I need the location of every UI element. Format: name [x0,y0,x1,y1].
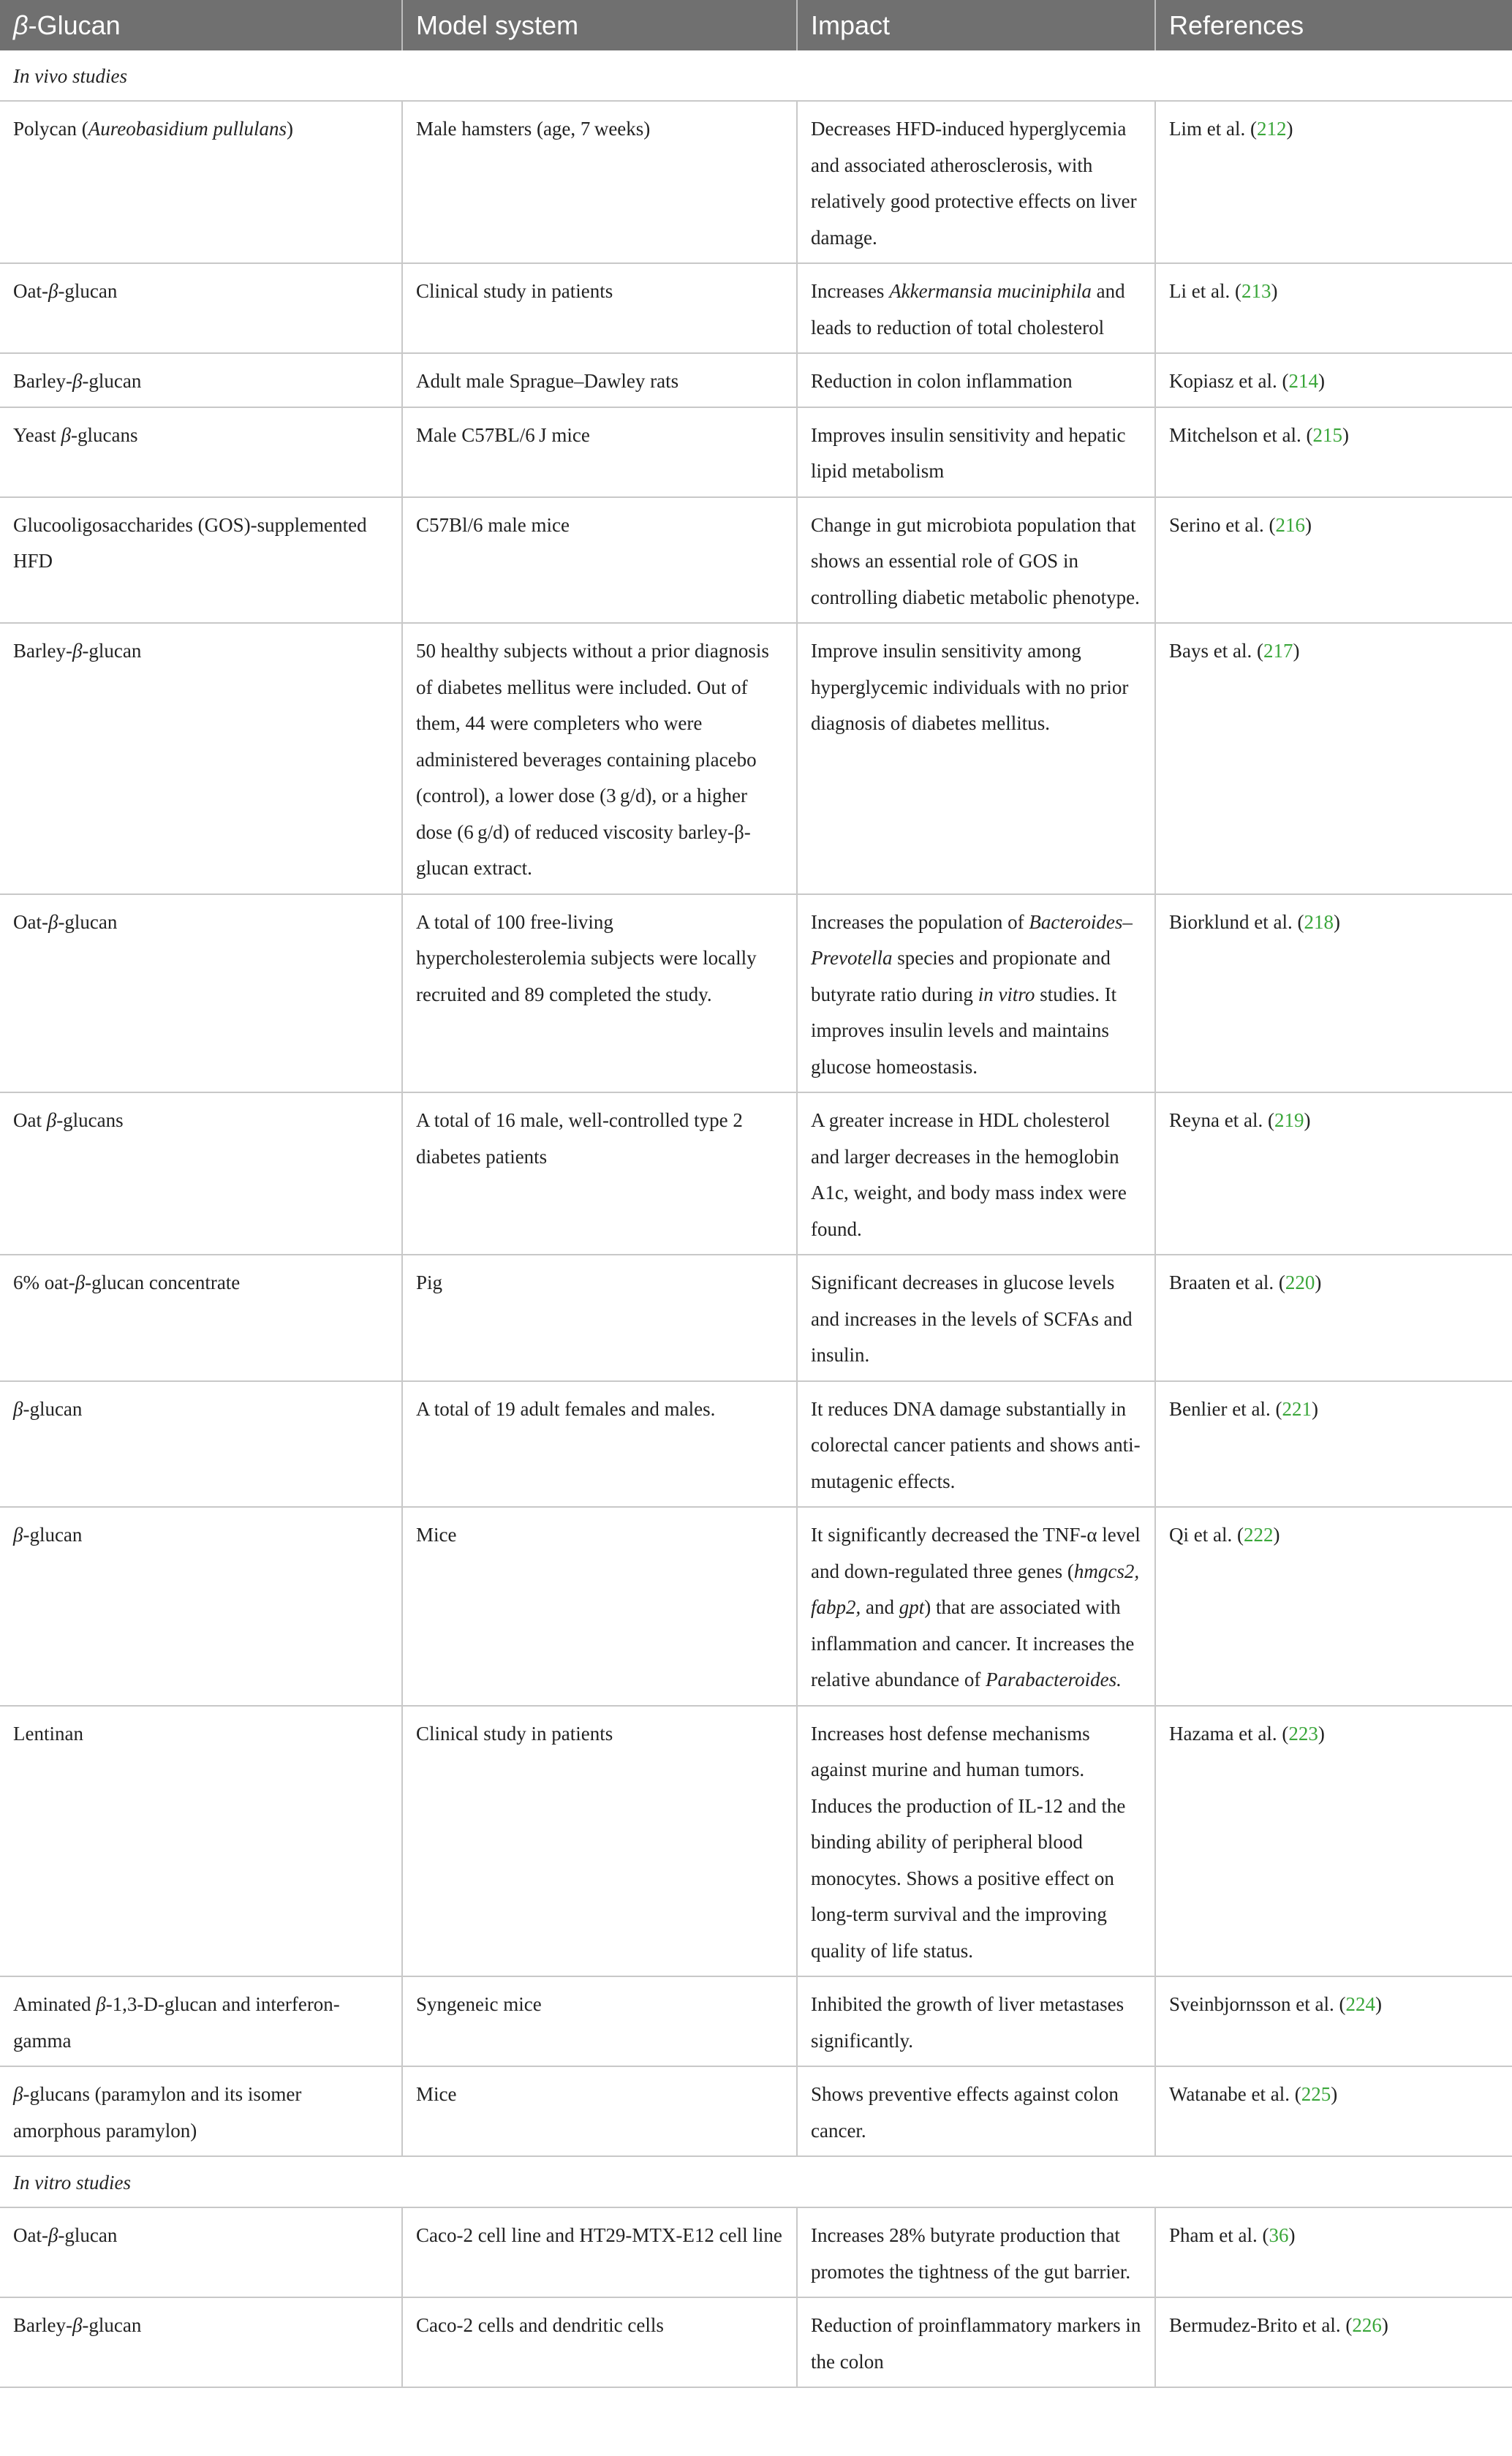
table-row [0,1381,1512,1508]
table-row [0,101,1512,263]
reference-link[interactable]: 214 [1288,370,1318,392]
glucan-cell: 6% oat-β-glucan concentrate [0,1255,402,1381]
model-cell: Clinical study in patients [402,263,797,353]
reference-link[interactable]: 220 [1285,1272,1315,1293]
glucan-cell: β-glucan [0,1507,402,1706]
table-row [0,2297,1512,2387]
reference-cell: Benlier et al. (221) [1155,1381,1512,1508]
reference-cell: Li et al. (213) [1155,263,1512,353]
reference-link[interactable]: 215 [1312,423,1342,446]
impact-cell: Inhibited the growth of liver metastases significantly. [797,1976,1155,2066]
table-row [0,263,1512,353]
model-cell: Caco-2 cell line and HT29-MTX-E12 cell line [402,2207,797,2297]
section-in-vitro: In vitro studies [0,2156,1512,2207]
header-model-system: Model system [402,0,797,50]
glucan-cell: Oat-β-glucan [0,894,402,1093]
header-row [0,0,1512,50]
glucan-cell: Oat β-glucans [0,1092,402,1255]
impact-cell: Decreases HFD-induced hyperglycemia and associated atherosclerosis, with relatively good protective effects on liver damage. [797,101,1155,263]
impact-cell: Increases the population of Bacteroides–Prevotella species and propionate and butyrate ratio during in vitro studies. It improves insulin levels and maintains glucose homeostasis. [797,894,1155,1093]
model-cell: Pig [402,1255,797,1381]
impact-cell: It reduces DNA damage substantially in colorectal cancer patients and shows anti-mutagenic effects. [797,1381,1155,1508]
table-row [0,2207,1512,2297]
glucan-cell: Polycan (Aureobasidium pullulans) [0,101,402,263]
reference-link[interactable]: 212 [1256,118,1287,140]
glucan-cell: Oat-β-glucan [0,2207,402,2297]
table-row [0,353,1512,407]
reference-link[interactable]: 221 [1282,1397,1312,1420]
glucan-cell: Lentinan [0,1706,402,1977]
reference-cell: Hazama et al. (223) [1155,1706,1512,1977]
model-cell: Mice [402,1507,797,1706]
glucan-cell: Oat-β-glucan [0,263,402,353]
header-impact: Impact [797,0,1155,50]
model-cell: Caco-2 cells and dendritic cells [402,2297,797,2387]
reference-cell: Braaten et al. (220) [1155,1255,1512,1381]
reference-cell: Biorklund et al. (218) [1155,894,1512,1093]
reference-cell: Watanabe et al. (225) [1155,2066,1512,2156]
impact-cell: Increases Akkermansia muciniphila and leads to reduction of total cholesterol [797,263,1155,353]
impact-cell: Change in gut microbiota population that shows an essential role of GOS in controlling diabetic metabolic phenotype. [797,497,1155,624]
table-row [0,2066,1512,2156]
glucan-cell: Barley-β-glucan [0,2297,402,2387]
model-cell: 50 healthy subjects without a prior diagnosis of diabetes mellitus were included. Out of them, 44 were completers who were administered beverages containing placebo (control), a lower dose (3 g/d), or a higher dose (6 g/d) of reduced viscosity barley-β-glucan extract. [402,623,797,894]
reference-link[interactable]: 213 [1241,280,1271,302]
glucan-cell: Glucooligosaccharides (GOS)-supplemented HFD [0,497,402,624]
glucan-cell: Barley-β-glucan [0,623,402,894]
glucan-cell: Aminated β-1,3-D-glucan and interferon-gamma [0,1976,402,2066]
glucan-cell: Barley-β-glucan [0,353,402,407]
table-row [0,497,1512,624]
reference-cell: Bermudez-Brito et al. (226) [1155,2297,1512,2387]
table-row [0,623,1512,894]
reference-cell: Lim et al. (212) [1155,101,1512,263]
model-cell: Syngeneic mice [402,1976,797,2066]
model-cell: Mice [402,2066,797,2156]
reference-link[interactable]: 224 [1345,1993,1375,2015]
impact-cell: Increases 28% butyrate production that promotes the tightness of the gut barrier. [797,2207,1155,2297]
reference-cell: Mitchelson et al. (215) [1155,407,1512,497]
impact-cell: Reduction of proinflammatory markers in the colon [797,2297,1155,2387]
model-cell: Male hamsters (age, 7 weeks) [402,101,797,263]
model-cell: A total of 19 adult females and males. [402,1381,797,1508]
impact-cell: Significant decreases in glucose levels and increases in the levels of SCFAs and insulin. [797,1255,1155,1381]
glucan-cell: β-glucans (paramylon and its isomer amorphous paramylon) [0,2066,402,2156]
impact-cell: Shows preventive effects against colon cancer. [797,2066,1155,2156]
reference-link[interactable]: 222 [1243,1524,1274,1546]
reference-link[interactable]: 36 [1269,2224,1289,2246]
table-row [0,894,1512,1093]
impact-cell: Increases host defense mechanisms against murine and human tumors. Induces the production of IL-12 and the binding ability of peripheral blood monocytes. Shows a positive effect on long-term survival and the improving quality of life status. [797,1706,1155,1977]
reference-cell: Bays et al. (217) [1155,623,1512,894]
reference-cell: Reyna et al. (219) [1155,1092,1512,1255]
reference-cell: Serino et al. (216) [1155,497,1512,624]
reference-link[interactable]: 219 [1274,1109,1304,1131]
model-cell: Adult male Sprague–Dawley rats [402,353,797,407]
table-row [0,407,1512,497]
model-cell: A total of 16 male, well-controlled type 2 diabetes patients [402,1092,797,1255]
glucan-cell: β-glucan [0,1381,402,1508]
header-references: References [1155,0,1512,50]
impact-cell: Reduction in colon inflammation [797,353,1155,407]
model-cell: C57Bl/6 male mice [402,497,797,624]
table-row [0,1092,1512,1255]
impact-cell: It significantly decreased the TNF-α level and down-regulated three genes (hmgcs2, fabp2, and gpt) that are associated with inflammation and cancer. It increases the relative abundance of Parabacteroides. [797,1507,1155,1706]
impact-cell: A greater increase in HDL cholesterol and larger decreases in the hemoglobin A1c, weight, and body mass index were found. [797,1092,1155,1255]
section-in-vivo: In vivo studies [0,50,1512,101]
reference-cell: Kopiasz et al. (214) [1155,353,1512,407]
model-cell: A total of 100 free-living hypercholesterolemia subjects were locally recruited and 89 completed the study. [402,894,797,1093]
reference-link[interactable]: 217 [1263,640,1293,662]
table-row [0,1706,1512,1977]
reference-cell: Qi et al. (222) [1155,1507,1512,1706]
table-row [0,1507,1512,1706]
table-row [0,1976,1512,2066]
header-glucan: β-Glucan [0,0,402,50]
reference-cell: Sveinbjornsson et al. (224) [1155,1976,1512,2066]
impact-cell: Improves insulin sensitivity and hepatic lipid metabolism [797,407,1155,497]
glucan-cell: Yeast β-glucans [0,407,402,497]
model-cell: Clinical study in patients [402,1706,797,1977]
reference-link[interactable]: 223 [1288,1722,1318,1745]
reference-link[interactable]: 218 [1304,910,1334,933]
model-cell: Male C57BL/6 J mice [402,407,797,497]
reference-link[interactable]: 226 [1352,2314,1382,2336]
impact-cell: Improve insulin sensitivity among hyperglycemic individuals with no prior diagnosis of diabetes mellitus. [797,623,1155,894]
reference-link[interactable]: 225 [1301,2083,1331,2105]
reference-cell: Pham et al. (36) [1155,2207,1512,2297]
table-row [0,1255,1512,1381]
reference-link[interactable]: 216 [1275,513,1305,536]
